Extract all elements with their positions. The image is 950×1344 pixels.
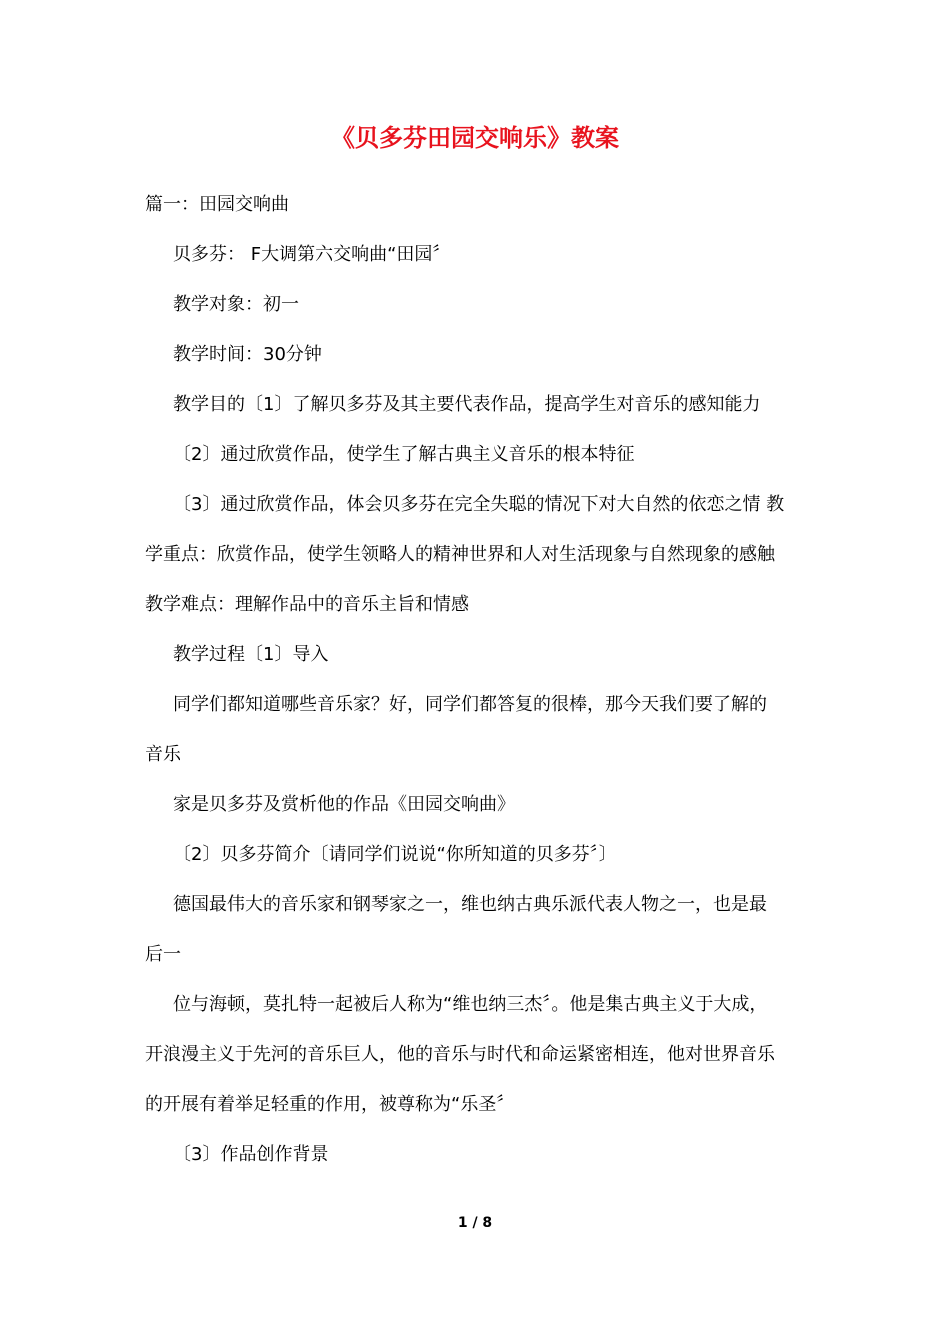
- paragraph-line: 教学时间：30分钟: [173, 344, 322, 365]
- paragraph-line: 后一: [145, 944, 181, 965]
- section-heading: 篇一：田园交响曲: [145, 194, 289, 215]
- paragraph-line: 教学对象：初一: [173, 294, 299, 315]
- paragraph-line: 家是贝多芬及赏析他的作品《田园交响曲》: [173, 794, 515, 815]
- paragraph-line: 德国最伟大的音乐家和钢琴家之一，维也纳古典乐派代表人物之一，也是最: [173, 894, 767, 915]
- paragraph-line: 〔3〕通过欣赏作品，体会贝多芬在完全失聪的情况下对大自然的依恋之情 教: [173, 494, 785, 515]
- paragraph-line: 〔2〕贝多芬简介〔请同学们说说“你所知道的贝多芬〞〕: [173, 844, 617, 865]
- page-indicator: 1 / 8: [457, 1215, 493, 1231]
- paragraph-line: 开浪漫主义于先河的音乐巨人，他的音乐与时代和命运紧密相连，他对世界音乐: [145, 1044, 775, 1065]
- paragraph-line: 同学们都知道哪些音乐家？好，同学们都答复的很棒，那今天我们要了解的: [173, 694, 767, 715]
- paragraph-line: 教学目的〔1〕了解贝多芬及其主要代表作品，提高学生对音乐的感知能力: [173, 394, 761, 415]
- paragraph-line: 贝多芬： F大调第六交响曲“田园〞: [173, 244, 451, 265]
- paragraph-line: 的开展有着举足轻重的作用，被尊称为“乐圣〞: [145, 1094, 515, 1115]
- document-title: 《贝多芬田园交响乐》教案: [331, 124, 619, 152]
- paragraph-line: 〔3〕作品创作背景: [173, 1144, 329, 1165]
- paragraph-line: 位与海顿，莫扎特一起被后人称为“维也纳三杰〞。他是集古典主义于大成，: [173, 994, 768, 1015]
- paragraph-line: 〔2〕通过欣赏作品，使学生了解古典主义音乐的根本特征: [173, 444, 635, 465]
- document-body: [145, 180, 810, 1180]
- paragraph-line: 教学过程〔1〕导入: [173, 644, 329, 665]
- paragraph-line: 学重点：欣赏作品，使学生领略人的精神世界和人对生活现象与自然现象的感触: [145, 544, 775, 565]
- paragraph-line: 教学难点：理解作品中的音乐主旨和情感: [145, 594, 469, 615]
- paragraph-line: 音乐: [145, 744, 181, 765]
